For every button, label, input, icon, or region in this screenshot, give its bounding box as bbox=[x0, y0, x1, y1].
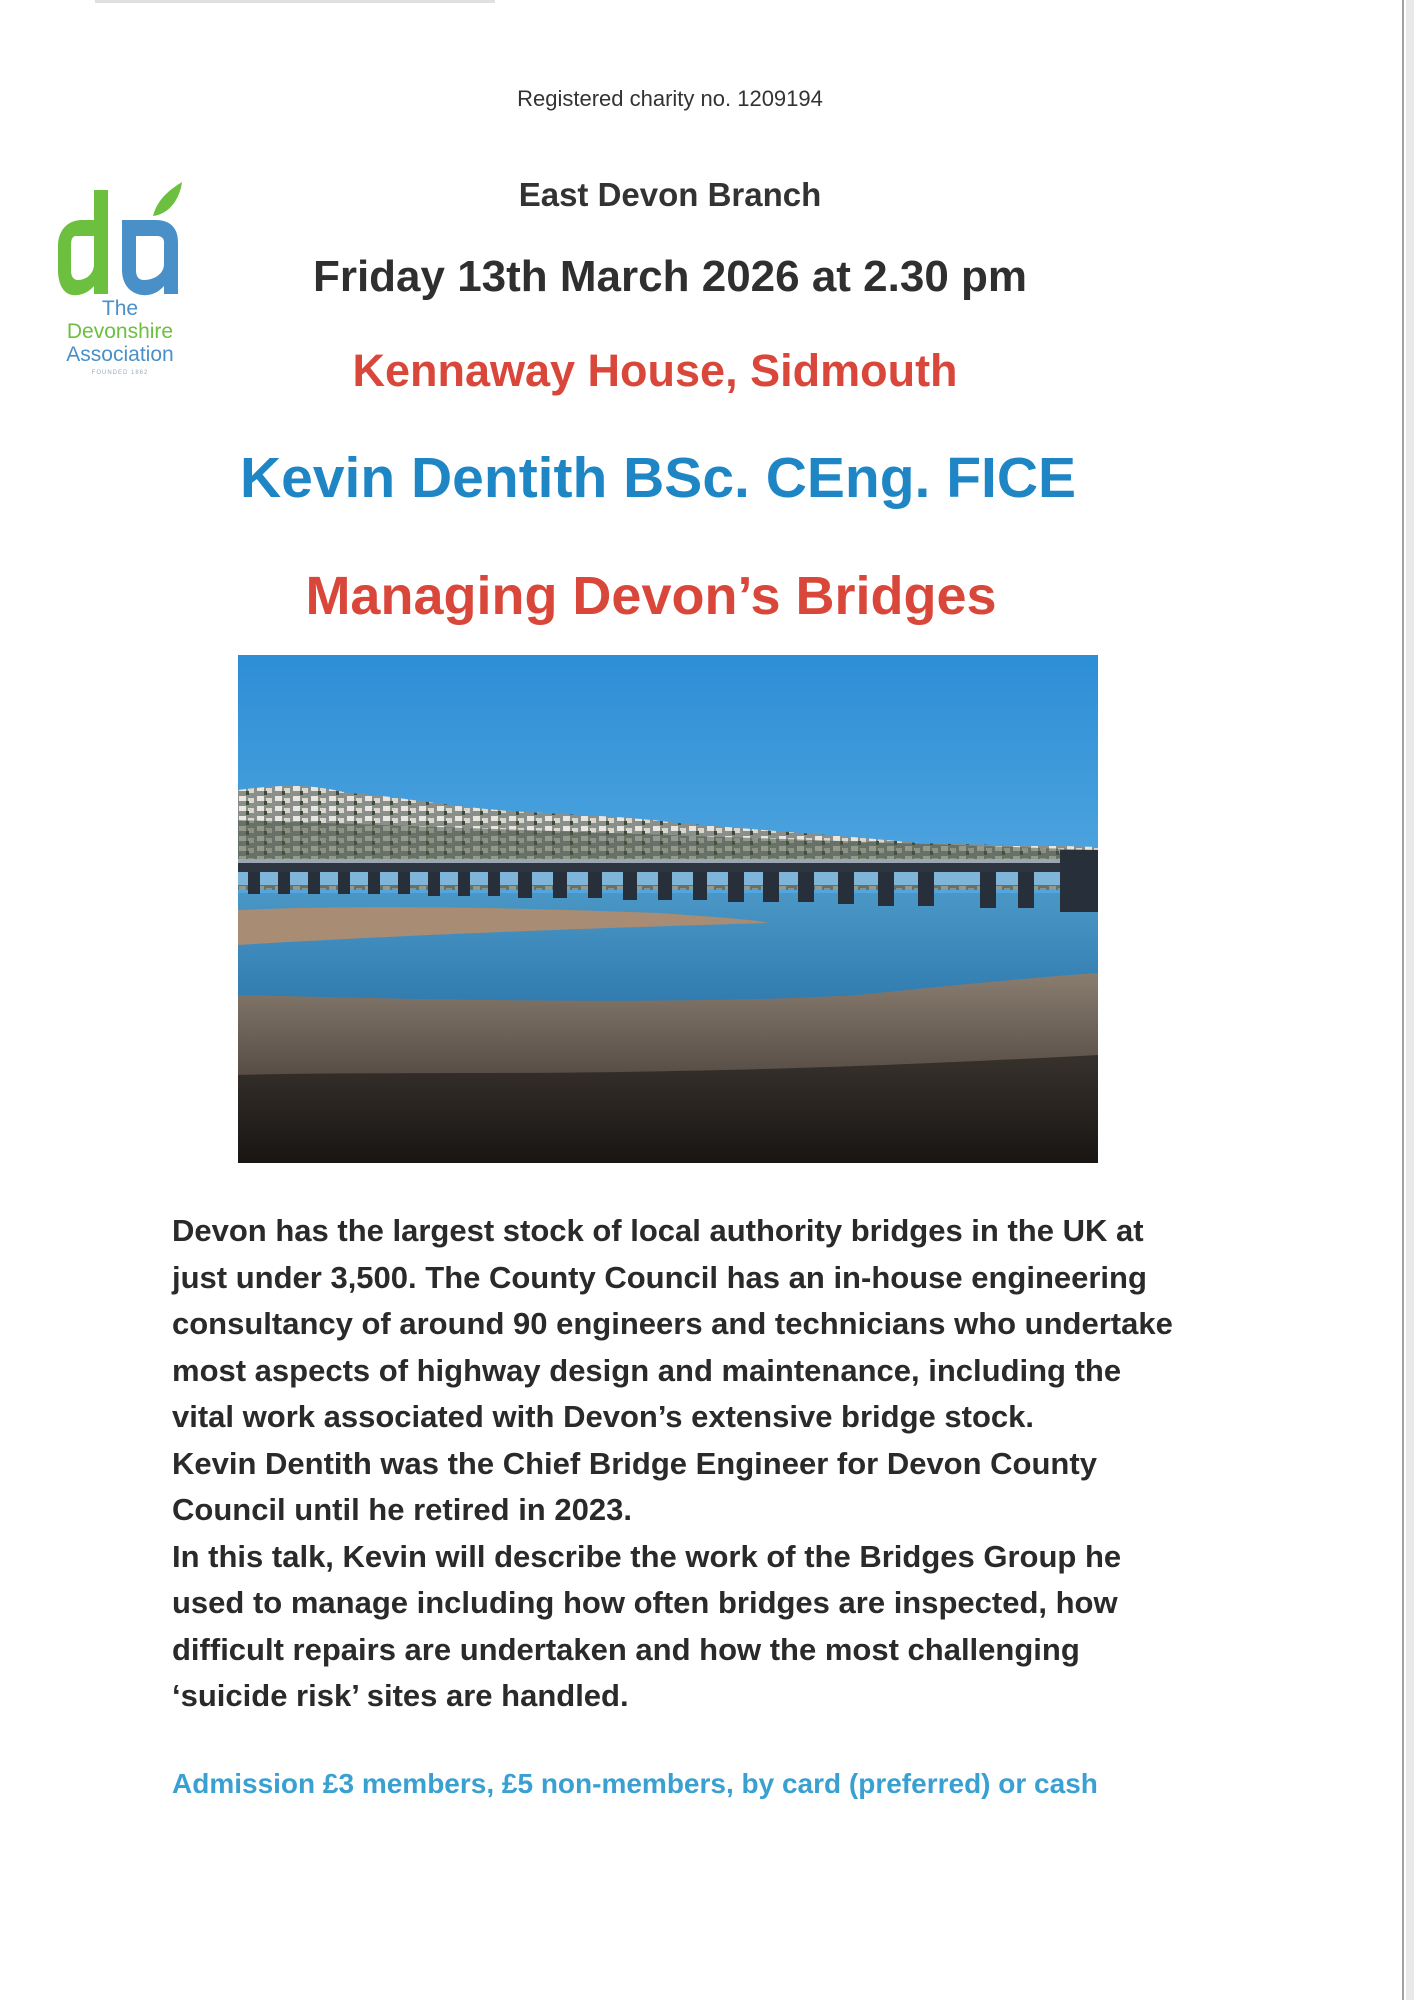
description-line: consultancy of around 90 engineers and technicians who undertake bbox=[172, 1306, 1173, 1341]
talk-title: Managing Devon’s Bridges bbox=[305, 566, 997, 626]
description-line: vital work associated with Devon’s extensive bridge stock. bbox=[172, 1399, 1034, 1434]
admission-info: Admission £3 members, £5 non-members, by card (preferred) or cash bbox=[172, 1768, 1098, 1799]
logo-line-association: Association bbox=[66, 343, 174, 366]
description-line: ‘suicide risk’ sites are handled. bbox=[172, 1678, 629, 1713]
description-line: Kevin Dentith was the Chief Bridge Engineer for Devon County bbox=[172, 1445, 1097, 1481]
description-line: Council until he retired in 2023. bbox=[172, 1492, 632, 1527]
logo-founded: FOUNDED 1862 bbox=[91, 370, 149, 376]
description-line: used to manage including how often bridges are inspected, how bbox=[172, 1585, 1118, 1620]
branch-name: East Devon Branch bbox=[518, 176, 822, 213]
description bbox=[172, 1208, 1272, 1720]
bridge-photo-icon bbox=[238, 655, 1098, 1163]
description-line: most aspects of highway design and maintenance, including the bbox=[172, 1352, 1122, 1388]
speaker-name: Kevin Dentith BSc. CEng. FICE bbox=[239, 446, 1077, 510]
scan-rule bbox=[95, 0, 495, 3]
description-line: Devon has the largest stock of local authority bridges in the UK at bbox=[172, 1213, 1144, 1248]
charity-number: Registered charity no. 1209194 bbox=[517, 86, 823, 111]
scan-edge-line bbox=[1402, 0, 1404, 2000]
description-line: difficult repairs are undertaken and how the most challenging bbox=[172, 1631, 1080, 1667]
event-venue: Kennaway House, Sidmouth bbox=[352, 345, 958, 396]
scan-margin bbox=[1406, 0, 1414, 2000]
logo-line-the: The bbox=[101, 297, 139, 320]
description-line: In this talk, Kevin will describe the work of the Bridges Group he bbox=[172, 1538, 1122, 1574]
event-datetime: Friday 13th March 2026 at 2.30 pm bbox=[312, 252, 1028, 301]
logo-line-devonshire: Devonshire bbox=[66, 320, 174, 343]
description-line: just under 3,500. The County Council has an in-house engineering bbox=[172, 1259, 1147, 1295]
